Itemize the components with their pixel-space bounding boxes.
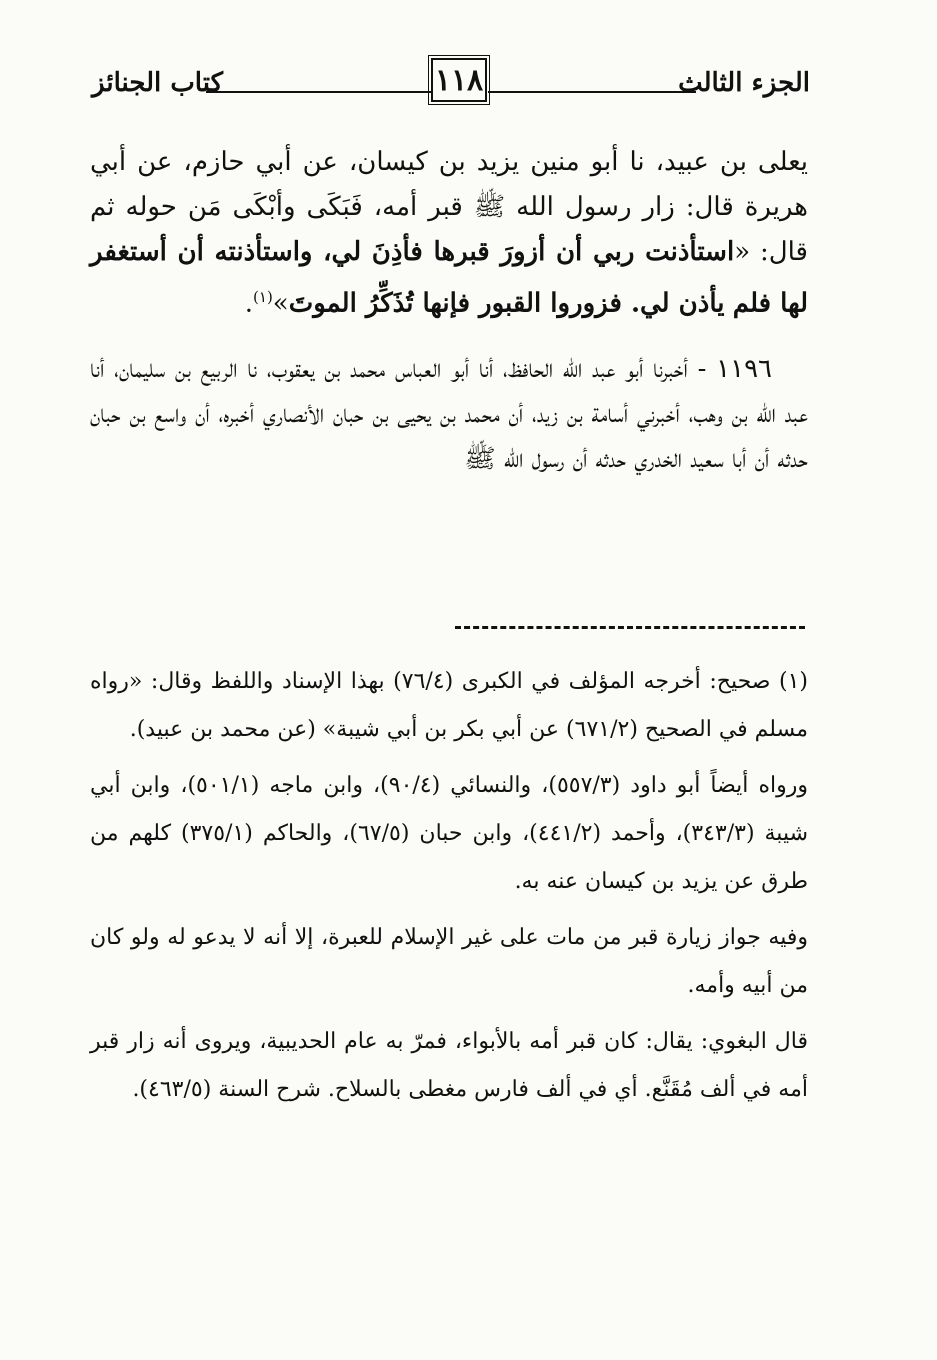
note-line: (٥٠١/١)، وابن أبي شيبة (٣٤٣/٣)، وأحمد (٤٤١/٢)، وابن حبان — [90, 773, 809, 846]
footnote-1 — [90, 658, 808, 754]
note-line: ورواه أيضاً أبو داود (٥٥٧/٣)، والنسائي (٩٠/٤)، وابن ماجه — [269, 773, 808, 798]
note-line: زار قبر أمه في ألف مُقَنَّع. أي في ألف فارس مغطى بالسلاح. شرح السنة — [90, 1029, 808, 1102]
text-line: هريرة قال: زار رسول الله ﷺ قبر أمه، فَبَكَى وأبْكَى مَن حوله ثم — [90, 192, 808, 222]
header-rule-right — [488, 91, 696, 93]
note-line: «رواه مسلم في الصحيح (٦٧١/٢) عن أبي بكر بن أبي شيبة» (عن — [90, 669, 808, 742]
page-header — [88, 58, 810, 110]
footnotes — [90, 658, 808, 1114]
note-line: قال البغوي: يقال: كان قبر أمه بالأبواء، فمرّ به عام الحديبية، ويروى أنه — [162, 1029, 809, 1054]
page-number: ١١٨ — [434, 62, 484, 98]
chapter-title: كتاب الجنائز — [92, 68, 223, 98]
main-text — [90, 140, 808, 482]
hadith-quote: يأذن لي. فزوروا القبور فإنها تُذَكِّرُ الموتَ — [288, 288, 725, 319]
hadith-paragraph-2 — [90, 347, 808, 482]
note-line: (١) صحيح: أخرجه المؤلف في الكبرى (٧٦/٤) بهذا الإسناد واللفظ وقال: — [150, 669, 809, 694]
page-number-box — [431, 58, 487, 102]
footnote-divider — [455, 626, 805, 629]
text-line: واسع بن حبان حدثه أن أبا سعيد الخدري حدثه أن رسول الله ﷺ — [90, 398, 808, 474]
text-line: ١١٩٦ - أخبرنا أبو عبد الله الحافظ، أنا أبو العباس محمد بن — [324, 353, 772, 384]
note-line: (٤٦٣/٥). — [132, 1077, 212, 1102]
quote-close: » — [272, 288, 289, 319]
hadith-paragraph-1 — [90, 140, 808, 327]
text-line: يعلى بن عبيد، نا أبو منين يزيد بن كيسان، عن أبي حازم، عن أبي — [90, 147, 808, 177]
note-line: ولو كان من أبيه وأمه. — [90, 925, 808, 998]
hadith-quote: استأذنت ربي أن أزورَ قبرها فأذِنَ لي، واستأذنته أن أستغفر لها فلم — [90, 237, 808, 319]
header-rule-left — [206, 91, 431, 93]
footnote-para-4 — [90, 1018, 808, 1114]
footnote-para-3 — [90, 914, 808, 1010]
footnote-para-2 — [90, 762, 808, 906]
text-line: قال: « — [734, 237, 808, 267]
text-line: . — [244, 288, 254, 319]
footnote-ref: (١) — [253, 288, 273, 306]
note-line: عنه به. — [514, 869, 579, 894]
note-line: (٦٧/٥)، والحاكم (٣٧٥/١) كلهم من طرق عن يزيد بن كيسان — [90, 821, 808, 894]
note-line: وفيه جواز زيارة قبر من مات على غير الإسلام للعبرة، إلا أنه لا يدعو له — [167, 925, 808, 950]
text-line: يعقوب، نا الربيع بن سليمان، أنا عبد الله بن وهب، أخبرني — [90, 353, 809, 429]
note-line: محمد بن عبيد). — [129, 717, 271, 742]
text-line: أسامة بن زيد، أن محمد بن يحيى بن حبان الأنصاري أخبره، أن — [195, 398, 629, 429]
volume-title: الجزء الثالث — [678, 68, 810, 98]
